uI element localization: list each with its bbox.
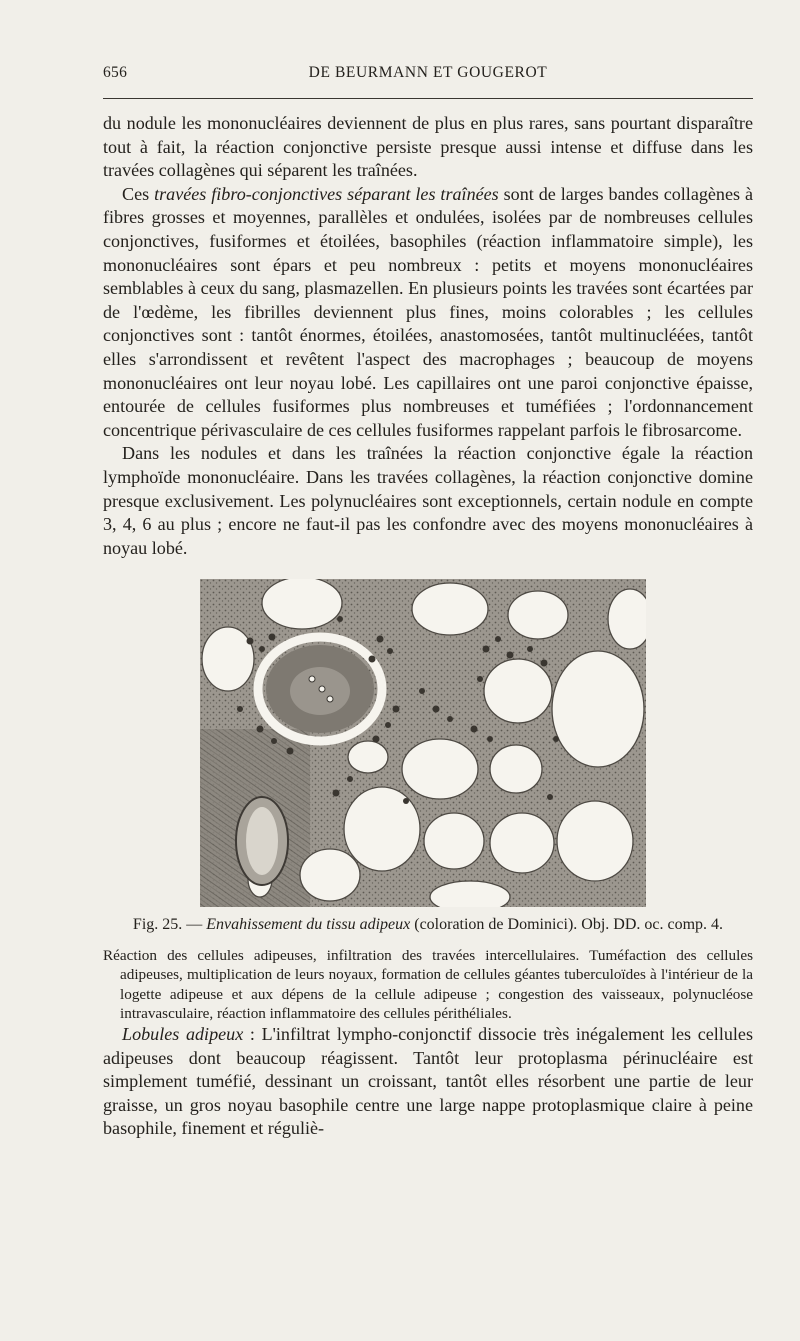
adipose-tissue-illustration xyxy=(200,579,646,907)
paragraph-2-rest: sont de larges bandes collagènes à fibres grosses et moyennes, parallèles et ondulées, isolées par de nombreuses cellules conjonctives, fusiformes et étoilées, basophiles (réaction inflammatoire simple), les mononucléaires sont épars et peu nombreux : petits et moyens mononucléaires semblables à ceux du sang, plasmazellen. En plusieurs points les travées sont écartées par de l'œdème, les fibrilles deviennent plus fines, moins colorables ; les cellules conjonctives sont : tantôt énormes, étoilées, anastomosées, tantôt multinucléées, tantôt elles s'arrondissent et revêtent l'aspect des macrophages ; beaucoup de moyens mononucléaires ont leur noyau lobé. Les capillaires ont une paroi conjonctive épaisse, entourée de cellules fusiformes plus nombreuses et tuméfiées ; l'ordonnancement concentrique périvasculaire de ces cellules fusiformes rappelant parfois le fibrosarcome. xyxy=(103,183,754,440)
figure-label: Fig. 25. xyxy=(132,916,183,934)
figure-dash: — xyxy=(182,916,207,934)
page-number: 656 xyxy=(103,64,128,81)
vessel-large xyxy=(258,637,382,741)
figure-25-micrograph xyxy=(200,579,646,907)
paragraph-2-italic: travées fibro-conjonctives séparant les traînées xyxy=(154,183,499,204)
vessel-small xyxy=(236,797,288,885)
figure-caption xyxy=(103,915,753,934)
running-header xyxy=(103,58,753,90)
header-rule xyxy=(103,98,753,99)
paragraph-3: Dans les nodules et dans les traînées la réaction conjonctive égale la réaction lymphoïde mononucléaire. Dans les travées collagènes, la réaction conjonctive domine presque exclusivement. Les polynucléaires sont exceptionnels, certain nodule en compte 3, 4, 6 au plus ; encore ne faut-il pas les confondre avec des moyens mononucléaires à noyau lobé. xyxy=(103,443,753,558)
figure-legend: Réaction des cellules adipeuses, infiltration des travées intercellulaires. Tuméfaction des cellules adipeuses, multiplication de leurs noyaux, formation de cellules géantes tuberculoïdes à l'intérieur de la logette adipeuse et aux dépens de la cellule adipeuse ; congestion des vaisseaux, polynucléose intravasculaire, réaction inflammatoire des cellules périthéliales. xyxy=(103,947,753,1022)
paragraph-lobules xyxy=(103,1023,753,1141)
running-title: DE BEURMANN ET GOUGEROT xyxy=(308,64,548,81)
paragraph-1: du nodule les mononucléaires deviennent de plus en plus rares, sans pourtant disparaître tout à fait, la réaction conjonctive persiste presque aussi intense et diffuse dans les travées collagènes qui séparent les traînées. xyxy=(103,113,753,181)
paragraph-2 xyxy=(103,183,753,443)
figure-caption-rest: (coloration de Dominici). Obj. DD. oc. comp. 4. xyxy=(410,916,724,934)
lobules-rest: : L'infiltrat lympho-conjonctif dissocie très inégalement les cellules adipeuses dont beaucoup réagissent. Tantôt leur protoplasma périnucléaire est simplement tuméfié, dessinant un croissant, tantôt elles résorbent une partie de leur graisse, un gros noyau basophile centre une large nappe protoplasmique claire à peine basophile, finement et réguliè- xyxy=(103,1024,753,1139)
paragraph-2-lead: Ces xyxy=(122,183,155,204)
page xyxy=(103,58,753,1141)
figure-title: Envahissement du tissu adipeux xyxy=(206,916,411,934)
lobules-italic: Lobules adipeux xyxy=(122,1024,244,1045)
